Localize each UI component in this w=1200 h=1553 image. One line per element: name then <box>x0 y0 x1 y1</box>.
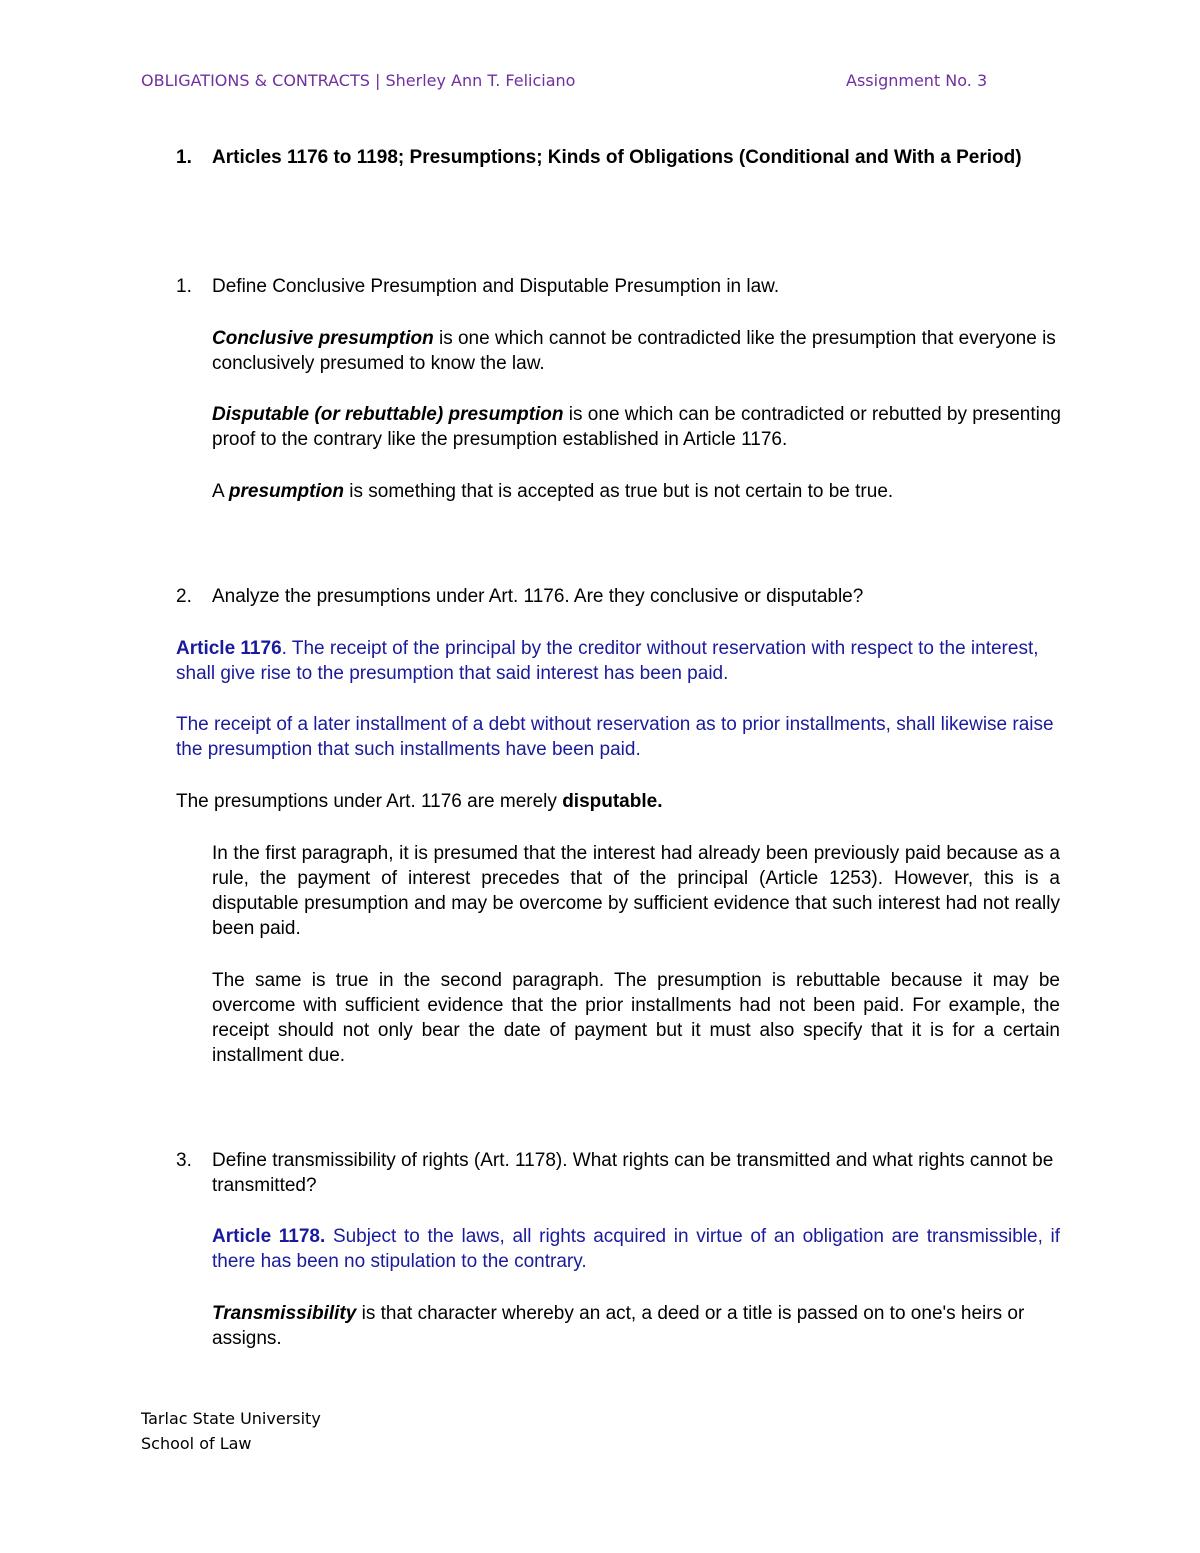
heading-number: 1. <box>176 147 192 168</box>
presumption-definition <box>212 479 1062 504</box>
q2-answer <box>176 789 1062 814</box>
article-1178-text: Subject to the laws, all rights acquired in virtue of an obligation are transmissible, if there has been no stipulation to the contrary. <box>212 1226 1060 1272</box>
footer <box>141 1406 321 1456</box>
q1-number: 1. <box>176 276 192 297</box>
q1-question: Define Conclusive Presumption and Disputable Presumption in law. <box>212 276 780 297</box>
article-1176-text: . The receipt of the principal by the creditor without reservation with respect to the interest, shall give rise to the presumption that said interest has been paid. <box>176 638 1039 684</box>
disputable-definition <box>212 402 1062 452</box>
article-1176-label: Article 1176 <box>176 638 282 659</box>
conclusive-definition <box>212 326 1062 376</box>
article-1176-paragraph-2: The receipt of a later installment of a debt without reservation as to prior installments, shall likewise raise the presumption that such installments have been paid. <box>176 714 1054 760</box>
conclusive-text: is one which cannot be contradicted like the presumption that everyone is conclusively presumed to know the law. <box>212 328 1056 374</box>
transmissibility-term: Transmissibility <box>212 1303 357 1324</box>
section-heading: Articles 1176 to 1198; Presumptions; Kinds of Obligations (Conditional and With a Period) <box>212 147 1022 168</box>
q2-answer-prefix: The presumptions under Art. 1176 are merely <box>176 791 563 812</box>
article-1178-paragraph <box>212 1224 1060 1274</box>
footer-university: Tarlac State University <box>141 1409 321 1428</box>
disputable-term: Disputable (or rebuttable) presumption <box>212 404 564 425</box>
q2-number: 2. <box>176 586 192 607</box>
article-1176-paragraph-1 <box>176 636 1062 686</box>
article-1178-label: Article 1178. <box>212 1226 326 1247</box>
footer-school: School of Law <box>141 1434 252 1453</box>
q2-explanation-1: In the first paragraph, it is presumed that the interest had already been previously paid because as a rule, the payment of interest precedes that of the principal (Article 1253). However, this is a disputable presumption and may be overcome by sufficient evidence that such interest had not really been paid. <box>212 843 1060 939</box>
conclusive-term: Conclusive presumption <box>212 328 434 349</box>
transmissibility-definition <box>212 1301 1062 1351</box>
presumption-prefix: A <box>212 481 229 502</box>
q2-question: Analyze the presumptions under Art. 1176. Are they conclusive or disputable? <box>212 586 864 607</box>
disputable-text: is one which can be contradicted or rebutted by presenting proof to the contrary like the presumption established in Article 1176. <box>212 404 1062 450</box>
presumption-term: presumption <box>228 481 344 502</box>
q3-number: 3. <box>176 1150 192 1171</box>
transmissibility-text: is that character whereby an act, a deed or a title is passed on to one's heirs or assigns. <box>212 1303 1025 1349</box>
q2-explanation-2: The same is true in the second paragraph. The presumption is rebuttable because it may be overcome with sufficient evidence that the prior installments had not been paid. For example, the receipt should not only bear the date of payment but it must also specify that it is for a certain installment due. <box>212 970 1060 1066</box>
q3-question: Define transmissibility of rights (Art. 1178). What rights can be transmitted and what rights cannot be transmitted? <box>212 1150 1054 1196</box>
presumption-text: is something that is accepted as true but is not certain to be true. <box>343 481 894 502</box>
header-left: OBLIGATIONS & CONTRACTS | Sherley Ann T. Feliciano <box>141 71 576 90</box>
header-right: Assignment No. 3 <box>846 71 988 90</box>
q2-answer-bold: disputable. <box>562 791 663 812</box>
